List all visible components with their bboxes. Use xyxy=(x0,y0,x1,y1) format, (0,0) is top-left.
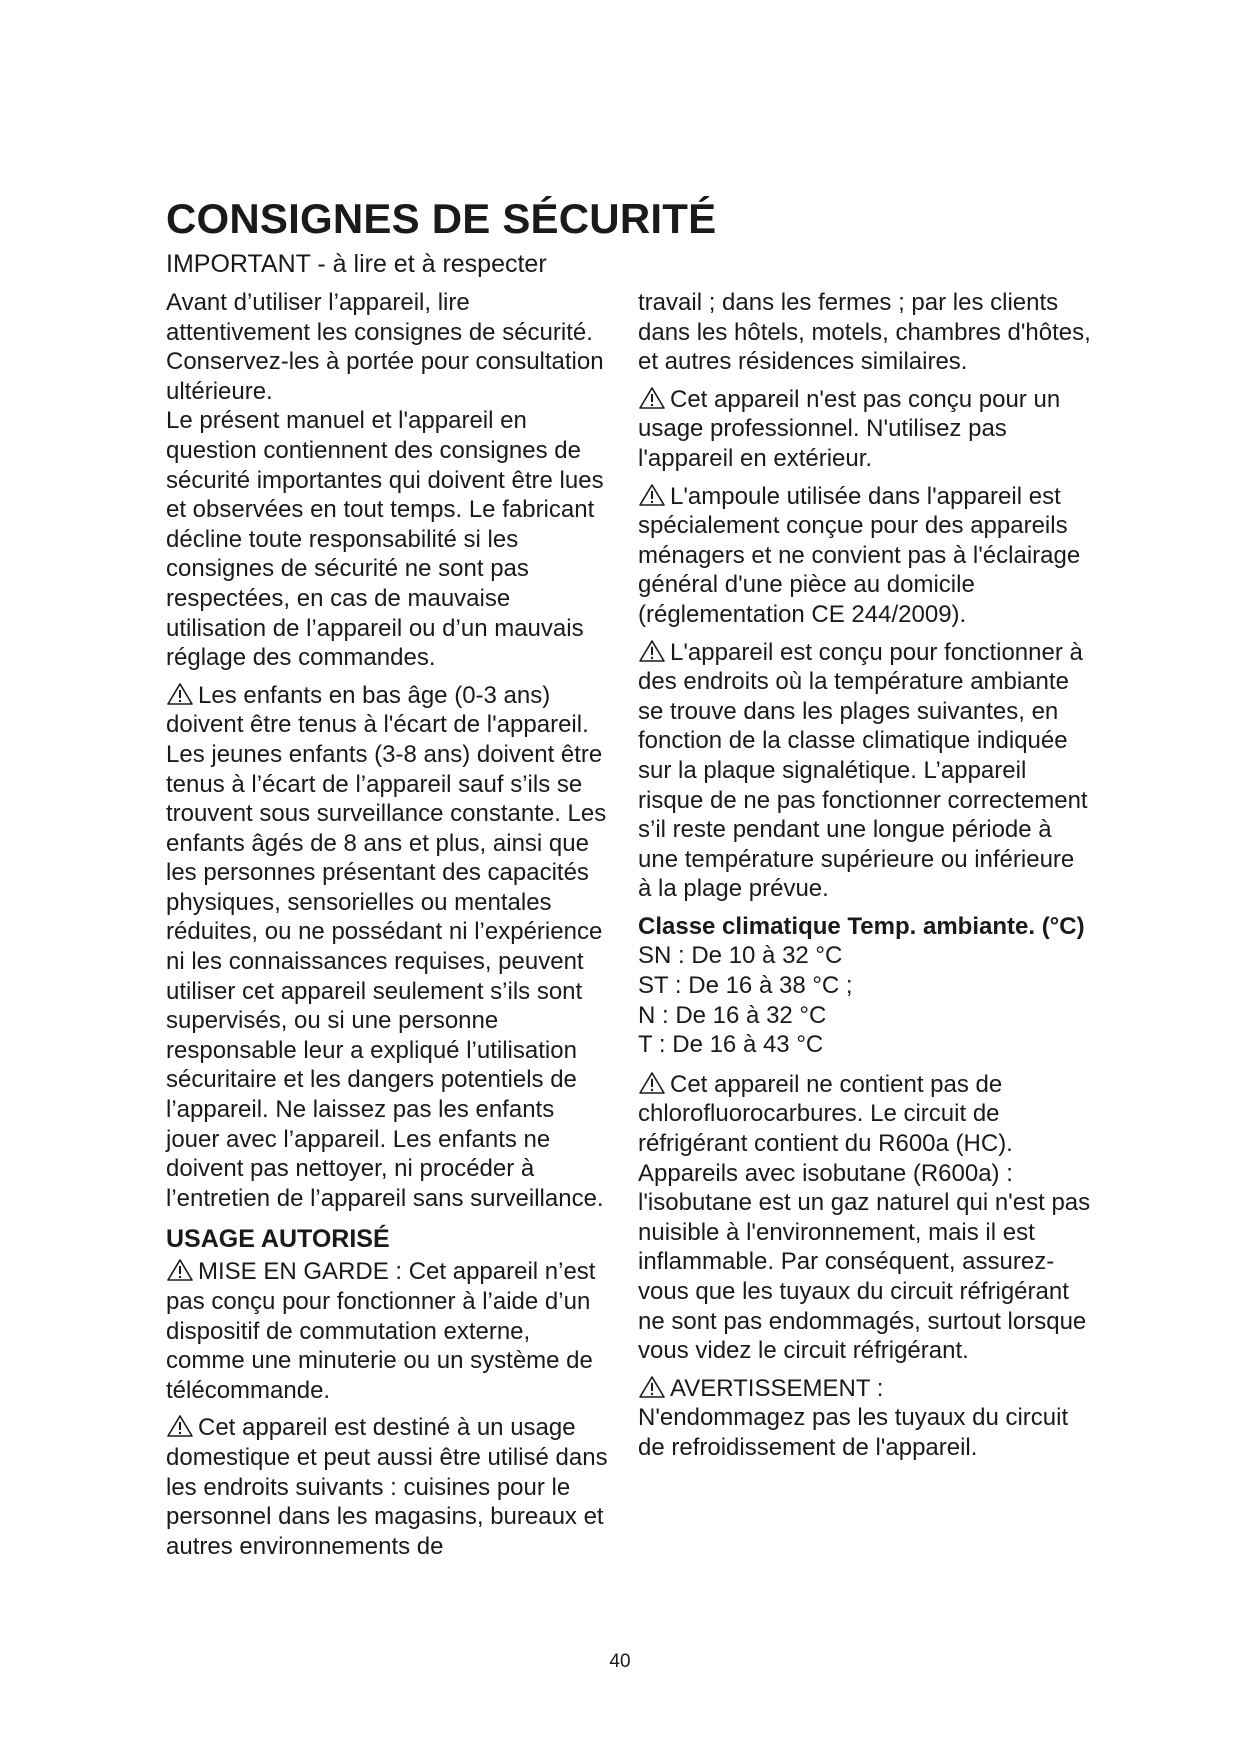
climate-heading: Classe climatique Temp. ambiante. (°C) xyxy=(638,912,1085,940)
page-title: CONSIGNES DE SÉCURITÉ xyxy=(166,195,717,242)
switch-warning xyxy=(166,1257,611,1405)
avertissement-block xyxy=(638,1374,1093,1404)
climate-class-list xyxy=(638,941,1093,1059)
climate-class-row: N : De 16 à 32 °C xyxy=(638,1001,827,1029)
climate-class-row: SN : De 10 à 32 °C xyxy=(638,942,843,970)
usage-heading: USAGE AUTORISÉ xyxy=(166,1225,390,1254)
professional-warning-text: Cet appareil n'est pas conçu pour un usage professionnel. N'utilisez pas l'appareil en extérieur. xyxy=(638,385,1061,472)
intro-paragraph: Avant d’utiliser l’appareil, lire attentivement les consignes de sécurité. Conservez-les à portée pour consultation ultérieure. xyxy=(166,289,604,405)
switch-warning-text: MISE EN GARDE : Cet appareil n’est pas conçu pour fonctionner à l’aide d’un dispositif de commutation externe, comme une minuterie ou un système de télécommande. xyxy=(166,1258,596,1404)
climate-warning xyxy=(638,638,1093,904)
isobutane-note: Appareils avec isobutane (R600a) : l'isobutane est un gaz naturel qui n'est pas nuisible à l'environnement, mais il est inflammable. Par conséquent, assurez-vous que les tuyaux du circuit réfrigérant ne sont pas endommagés, surtout lorsque vous videz le circuit réfrigérant. xyxy=(638,1159,1091,1365)
avertissement-text: N'endommagez pas les tuyaux du circuit de refroidissement de l'appareil. xyxy=(638,1404,1069,1461)
climate-class-row: T : De 16 à 43 °C xyxy=(638,1031,824,1059)
page-number: 40 xyxy=(609,1651,631,1672)
children-warning xyxy=(166,681,611,1214)
page-subtitle: IMPORTANT - à lire et à respecter xyxy=(166,250,547,278)
avertissement-label: AVERTISSEMENT : xyxy=(670,1374,884,1402)
bulb-warning xyxy=(638,482,1093,630)
warning-icon xyxy=(638,483,668,507)
manual-paragraph: Le présent manuel et l'appareil en question contiennent des consignes de sécurité importantes qui doivent être lues et observées en tout temps. Le fabricant décline toute responsabilité si les consignes de sécurité ne sont pas respectées, en cas de mauvaise utilisation de l’appareil ou d’un mauvais réglage des commandes. xyxy=(166,407,604,672)
warning-icon xyxy=(166,1414,196,1438)
right-column xyxy=(638,288,1093,1463)
professional-warning xyxy=(638,385,1093,474)
warning-icon xyxy=(638,386,668,410)
refrigerant-warning xyxy=(638,1070,1093,1159)
climate-class-row: ST : De 16 à 38 °C ; xyxy=(638,972,853,1000)
warning-icon xyxy=(166,682,196,706)
climate-warning-text: L'appareil est conçu pour fonctionner à des endroits où la température ambiante se trouve dans les plages suivantes, en fonction de la classe climatique indiquée sur la plaque signalétique. L’appareil risque de ne pas fonctionner correctement s’il reste pendant une longue période à une température supérieure ou inférieure à la plage prévue. xyxy=(638,638,1088,903)
left-column xyxy=(166,288,611,1561)
refrigerant-warning-text: Cet appareil ne contient pas de chlorofluorocarbures. Le circuit de réfrigérant contient du R600a (HC). xyxy=(638,1070,1013,1158)
domestic-use xyxy=(166,1413,611,1561)
warning-icon xyxy=(638,1071,668,1095)
continuation-paragraph: travail ; dans les fermes ; par les clients dans les hôtels, motels, chambres d'hôtes, et autres résidences similaires. xyxy=(638,289,1091,376)
warning-icon xyxy=(638,1375,668,1399)
warning-icon xyxy=(166,1258,196,1282)
children-warning-text: Les enfants en bas âge (0-3 ans) doivent être tenus à l'écart de l'appareil. Les jeunes enfants (3-8 ans) doivent être tenus à l’écart de l’appareil sauf s’ils se trouvent sous surveillance constante. Les enfants âgés de 8 ans et plus, ainsi que les personnes présentant des capacités physiques, sensorielles ou mentales réduites, ou ne possédant ni l’expérience ni les connaissances requises, peuvent utiliser cet appareil seulement s’ils sont supervisés, ou si une personne responsable leur a expliqué l’utilisation sécuritaire et les dangers potentiels de l’appareil. Ne laissez pas les enfants jouer avec l’appareil. Les enfants ne doivent pas nettoyer, ni procéder à l’entretien de l’appareil sans surveillance. xyxy=(166,681,607,1212)
warning-icon xyxy=(638,639,668,663)
bulb-warning-text: L'ampoule utilisée dans l'appareil est spécialement conçue pour des appareils ménagers et ne convient pas à l'éclairage général d'une pièce au domicile (réglementation CE 244/2009). xyxy=(638,482,1081,628)
domestic-use-text: Cet appareil est destiné à un usage domestique et peut aussi être utilisé dans les endroits suivants : cuisines pour le personnel dans les magasins, bureaux et autres environnements de xyxy=(166,1414,608,1560)
